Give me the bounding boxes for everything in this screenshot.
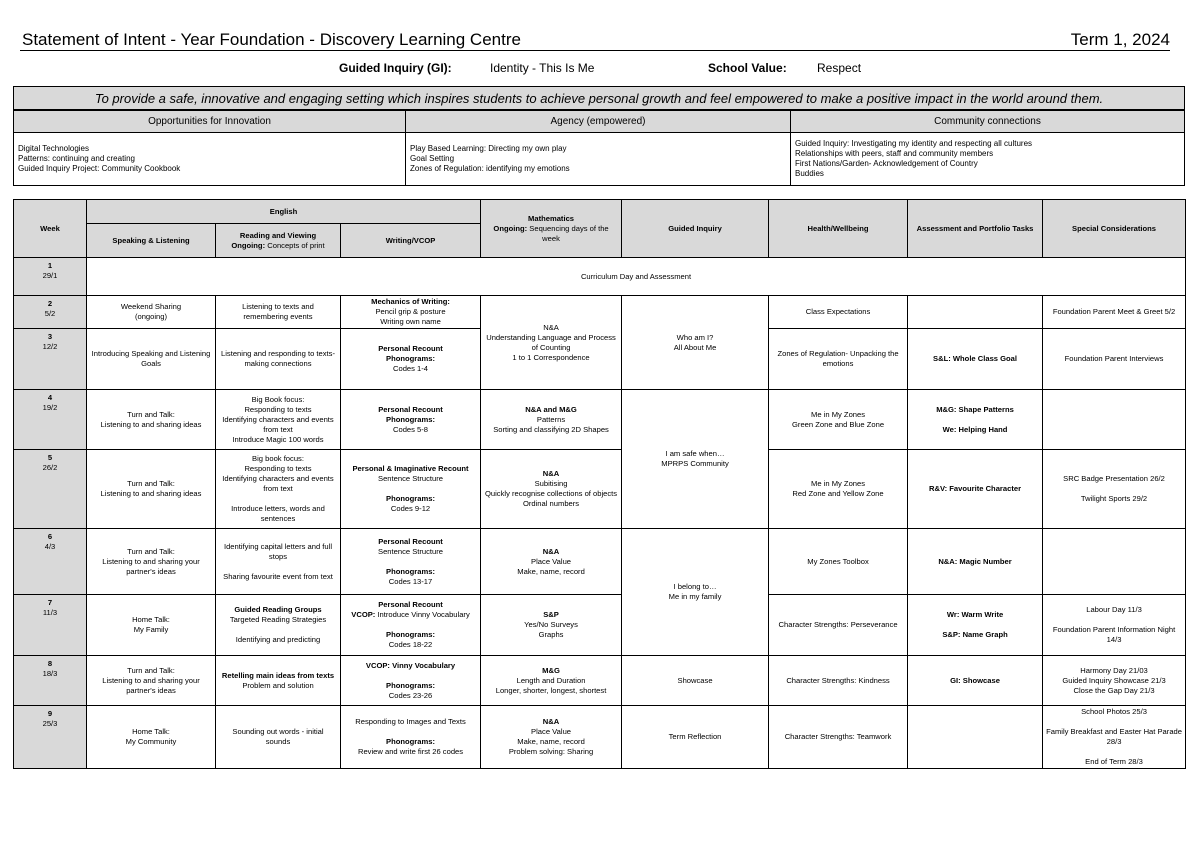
week-number: 4 <box>47 393 53 402</box>
pillar-line: Digital Technologies <box>18 144 90 153</box>
cell-line: Harmony Day 21/03 <box>1080 665 1148 675</box>
pillar-line: Patterns: continuing and creating <box>18 154 135 163</box>
school-value: Respect <box>817 61 862 75</box>
cell-line: N&A <box>543 322 559 332</box>
cell-line: Codes 13-17 <box>388 576 433 586</box>
cell-line: Identifying characters and events <box>222 474 334 483</box>
table-row <box>14 706 1186 769</box>
table-row <box>14 595 1186 656</box>
cell-line <box>219 494 337 504</box>
cell-health <box>769 706 908 769</box>
week-date: 5/2 <box>44 309 56 318</box>
cell-line: Sounding out words - initial <box>232 727 324 736</box>
title-row <box>20 30 1170 51</box>
cell-line: Sentence Structure <box>378 546 444 556</box>
cell-line: Phonograms: <box>386 566 435 576</box>
cell-line: Problem solving: Sharing <box>508 747 594 756</box>
cell-health <box>769 390 908 450</box>
cell-line: Length and Duration <box>516 675 586 685</box>
cell-line: N&A <box>542 469 560 478</box>
cell-speaking <box>87 706 216 769</box>
week-number: 8 <box>47 659 53 668</box>
week-number: 9 <box>47 709 53 718</box>
week-cell <box>14 706 87 769</box>
cell-line: Codes 9-12 <box>390 504 431 513</box>
cell-health <box>769 656 908 706</box>
cell-line: remembering events <box>243 312 313 321</box>
week-cell <box>14 296 87 329</box>
cell-line: End of Term 28/3 <box>1085 757 1143 766</box>
cell-line: Graphs <box>538 630 564 639</box>
ongoing-text: Sequencing days of the week <box>529 223 609 243</box>
cell-assessment <box>908 390 1043 450</box>
cell-line: M&G: Shape Patterns <box>936 404 1014 414</box>
cell-health <box>769 329 908 390</box>
table-row <box>14 656 1186 706</box>
cell-line: Identifying and predicting <box>235 635 321 644</box>
pillar-line: First Nations/Garden- Acknowledgement of Country <box>795 159 978 168</box>
cell-line: Home Talk: <box>132 615 170 624</box>
cell-line: Green Zone and Blue Zone <box>792 419 885 429</box>
cell-line: Quickly recognise collections of objects <box>484 489 618 498</box>
cell-line: Foundation Parent Information Night <box>1052 625 1176 634</box>
cell-speaking <box>87 595 216 656</box>
cell-line: Problem and solution <box>242 680 314 690</box>
cell-line: Phonograms: <box>386 630 435 639</box>
cell-reading <box>216 329 341 390</box>
cell-line <box>1046 484 1182 494</box>
cell-line: Personal & Imaginative Recount <box>352 464 469 473</box>
cell-writing <box>341 390 481 450</box>
cell-line: Phonograms: <box>386 494 435 503</box>
curriculum-day-cell: Curriculum Day and Assessment <box>87 258 1186 296</box>
maths-heading: Mathematics <box>528 213 575 223</box>
cell-line <box>219 625 337 635</box>
cell-line: Introduce Magic 100 words <box>232 434 324 444</box>
week-date: 25/3 <box>42 719 58 728</box>
week-cell <box>14 595 87 656</box>
cell-line: Foundation Parent Meet & Greet 5/2 <box>1052 307 1176 316</box>
cell-line: from text <box>263 424 293 434</box>
planning-table <box>13 199 1186 769</box>
cell-line: MPRPS Community <box>661 459 729 468</box>
cell-special <box>1043 390 1186 450</box>
cell-line: Character Strengths: Kindness <box>786 675 890 685</box>
pillar-heading-innovation: Opportunities for Innovation <box>14 111 406 133</box>
cell-maths <box>481 450 622 529</box>
cell-line: Turn and Talk: <box>127 546 175 556</box>
table-row <box>14 450 1186 529</box>
cell-line: Listening to and sharing your <box>102 556 200 566</box>
week-number: 5 <box>47 453 53 462</box>
cell-line: Listening and responding to texts- <box>221 349 335 358</box>
school-value-label: School Value: <box>708 61 787 75</box>
col-speaking: Speaking & Listening <box>87 224 216 258</box>
col-writing: Writing/VCOP <box>341 224 481 258</box>
cell-line <box>1046 615 1182 625</box>
pillar-body-community <box>791 133 1185 186</box>
cell-line: VCOP: Introduce Vinny Vocabulary <box>351 610 470 619</box>
pillars-table <box>13 110 1185 186</box>
table-row <box>14 296 1186 329</box>
cell-line: Place Value <box>531 556 572 566</box>
cell-line: Phonograms: <box>386 737 435 746</box>
cell-line <box>911 307 1039 317</box>
cell-line: Phonograms: <box>386 354 435 363</box>
table-row <box>14 390 1186 450</box>
cell-line: Phonograms: <box>386 414 435 424</box>
week-date: 12/2 <box>42 342 58 351</box>
cell-line: Responding to texts <box>244 404 312 414</box>
ongoing-label: Ongoing: <box>493 223 528 233</box>
cell-line: from text <box>263 484 293 493</box>
week-number: 6 <box>47 532 53 541</box>
ongoing-text: Concepts of print <box>267 240 325 250</box>
cell-writing <box>341 595 481 656</box>
week-date: 11/3 <box>42 608 58 617</box>
cell-writing <box>341 656 481 706</box>
cell-line: Make, name, record <box>517 737 585 746</box>
cell-line: Patterns <box>536 414 566 424</box>
cell-line: 28/3 <box>1106 737 1122 746</box>
cell-gi <box>622 529 769 656</box>
cell-health <box>769 296 908 329</box>
gi-label: Guided Inquiry (GI): <box>339 61 452 75</box>
term-label: Term 1, 2024 <box>1070 30 1170 49</box>
cell-line: Personal Recount <box>378 344 443 353</box>
cell-assessment <box>908 296 1043 329</box>
cell-line: My Community <box>125 737 177 746</box>
cell-line: Personal Recount <box>378 536 443 546</box>
cell-health <box>769 529 908 595</box>
cell-line: Zones of Regulation- Unpacking the <box>777 349 899 358</box>
col-week: Week <box>14 200 87 258</box>
cell-line: Guided Inquiry Showcase 21/3 <box>1062 675 1166 685</box>
col-health: Health/Wellbeing <box>769 200 908 258</box>
cell-line: Sentence Structure <box>378 474 444 483</box>
cell-reading <box>216 296 341 329</box>
page-title: Statement of Intent - Year Foundation - Discovery Learning Centre <box>22 30 521 49</box>
cell-line: Place Value <box>531 727 572 736</box>
cell-maths <box>481 390 622 450</box>
cell-line: Understanding Language and Process <box>486 332 616 342</box>
cell-assessment <box>908 329 1043 390</box>
cell-line <box>344 727 477 737</box>
week-date: 19/2 <box>42 403 58 412</box>
cell-line: Make, name, record <box>517 566 585 576</box>
table-row <box>14 529 1186 595</box>
cell-assessment <box>908 706 1043 769</box>
gi-value: Identity - This Is Me <box>490 61 595 75</box>
cell-line <box>344 484 477 494</box>
cell-writing <box>341 450 481 529</box>
cell-line: Identifying capital letters and full <box>223 541 333 551</box>
cell-line: Goals <box>141 359 161 368</box>
cell-line: N&A and M&G <box>525 404 577 414</box>
cell-assessment <box>908 529 1043 595</box>
cell-line: Listening to and sharing your <box>102 675 200 685</box>
cell-line: S&P <box>543 610 559 619</box>
pillar-line: Goal Setting <box>410 154 455 163</box>
cell-reading <box>216 450 341 529</box>
cell-line: 14/3 <box>1106 635 1122 644</box>
cell-line: I belong to… <box>673 582 717 591</box>
cell-line: N&A <box>542 546 560 556</box>
cell-writing <box>341 329 481 390</box>
cell-line: 1 to 1 Correspondence <box>512 352 590 362</box>
week-number: 1 <box>47 261 53 270</box>
cell-line: Responding to texts <box>244 464 312 473</box>
cell-line: partner's ideas <box>126 685 176 695</box>
week-date: 4/3 <box>44 542 56 551</box>
cell-line: Big book focus: <box>252 454 304 463</box>
week-cell <box>14 450 87 529</box>
cell-writing <box>341 706 481 769</box>
cell-line <box>1046 557 1182 567</box>
cell-line: (ongoing) <box>134 312 168 321</box>
reading-heading: Reading and Viewing <box>239 230 317 240</box>
cell-line: I am safe when… <box>665 449 725 458</box>
cell-line <box>344 671 477 681</box>
cell-line <box>911 620 1039 630</box>
cell-line: N&A: Magic Number <box>938 556 1012 566</box>
week-number: 3 <box>47 332 53 341</box>
cell-line <box>344 620 477 630</box>
cell-maths <box>481 296 622 390</box>
table-row <box>14 258 1186 296</box>
cell-gi <box>622 296 769 390</box>
cell-assessment <box>908 595 1043 656</box>
week-date: 18/3 <box>42 669 58 678</box>
cell-maths <box>481 595 622 656</box>
cell-line: Close the Gap Day 21/3 <box>1073 685 1155 695</box>
cell-line: My Zones Toolbox <box>807 556 869 566</box>
cell-line: Introduce letters, words and <box>231 504 325 513</box>
cell-special <box>1043 529 1186 595</box>
cell-line: Targeted Reading Strategies <box>229 615 327 624</box>
cell-special <box>1043 656 1186 706</box>
cell-line: Personal Recount <box>378 404 443 414</box>
cell-line: partner's ideas <box>126 566 176 576</box>
cell-line: Foundation Parent Interviews <box>1064 354 1164 363</box>
cell-speaking <box>87 450 216 529</box>
week-number: 2 <box>47 299 53 308</box>
cell-line: All About Me <box>673 342 717 352</box>
cell-reading <box>216 656 341 706</box>
cell-line: Turn and Talk: <box>127 665 175 675</box>
cell-line: sounds <box>265 737 291 746</box>
cell-line: sentences <box>260 514 296 523</box>
cell-line: GI: Showcase <box>950 675 1000 685</box>
cell-line: Listening to and sharing ideas <box>100 419 202 429</box>
col-assessment: Assessment and Portfolio Tasks <box>908 200 1043 258</box>
cell-line: Me in My Zones <box>811 409 866 419</box>
cell-speaking <box>87 329 216 390</box>
cell-line: Codes 1-4 <box>392 364 429 373</box>
cell-gi <box>622 656 769 706</box>
week-number: 7 <box>47 598 53 607</box>
cell-health <box>769 595 908 656</box>
cell-line: Showcase <box>677 675 713 685</box>
cell-maths <box>481 706 622 769</box>
cell-line: Responding to Images and Texts <box>355 717 466 726</box>
week-cell <box>14 258 87 296</box>
col-maths <box>481 200 622 258</box>
cell-line: Wr: Warm Write <box>946 610 1004 619</box>
cell-line: My Family <box>133 625 169 634</box>
cell-line: VCOP: Vinny Vocabulary <box>365 660 456 670</box>
cell-line: Who am I? <box>676 332 714 342</box>
cell-line: Big Book focus: <box>251 394 305 404</box>
col-guided-inquiry: Guided Inquiry <box>622 200 769 258</box>
cell-speaking <box>87 656 216 706</box>
col-special: Special Considerations <box>1043 200 1186 258</box>
cell-line: Family Breakfast and Easter Hat Parade <box>1046 727 1182 736</box>
cell-gi <box>622 390 769 529</box>
cell-gi <box>622 706 769 769</box>
cell-line: Sorting and classifying 2D Shapes <box>493 424 609 434</box>
cell-line: Codes 5-8 <box>392 424 429 434</box>
cell-line <box>344 557 477 567</box>
cell-line: We: Helping Hand <box>942 424 1008 434</box>
cell-line: S&L: Whole Class Goal <box>933 354 1018 363</box>
cell-reading <box>216 706 341 769</box>
week-cell <box>14 656 87 706</box>
cell-line: Turn and Talk: <box>127 479 175 488</box>
cell-line: Listening to and sharing ideas <box>100 489 202 498</box>
cell-line: making connections <box>244 359 312 368</box>
cell-line: Personal Recount <box>378 600 443 609</box>
cell-special <box>1043 450 1186 529</box>
pillar-body-agency <box>406 133 791 186</box>
cell-line: Turn and Talk: <box>127 409 175 419</box>
cell-line: S&P: Name Graph <box>942 630 1008 639</box>
pillar-line: Zones of Regulation: identifying my emotions <box>410 164 570 173</box>
cell-special <box>1043 329 1186 390</box>
cell-line: SRC Badge Presentation 26/2 <box>1063 474 1165 483</box>
cell-line <box>911 415 1039 425</box>
cell-writing <box>341 296 481 329</box>
cell-line: Yes/No Surveys <box>524 620 578 629</box>
cell-line <box>219 562 337 572</box>
cell-line: School Photos 25/3 <box>1081 707 1147 716</box>
cell-line: Character Strengths: Teamwork <box>784 732 892 741</box>
cell-maths <box>481 529 622 595</box>
maths-ongoing <box>484 224 618 244</box>
cell-line: Labour Day 11/3 <box>1086 605 1142 614</box>
col-reading <box>216 224 341 258</box>
cell-assessment <box>908 656 1043 706</box>
week-cell <box>14 390 87 450</box>
cell-line: emotions <box>822 359 854 368</box>
pillar-line: Buddies <box>795 169 824 178</box>
cell-line <box>911 732 1039 742</box>
col-english: English <box>87 200 481 224</box>
pillar-body-innovation <box>14 133 406 186</box>
week-cell <box>14 329 87 390</box>
cell-line: Character Strengths: Perseverance <box>778 620 898 629</box>
cell-line: Phonograms: <box>386 680 435 690</box>
vision-statement: To provide a safe, innovative and engaging setting which inspires students to achieve personal growth and feel empowered to make a positive impact in the world around them. <box>13 86 1185 110</box>
cell-line: Class Expectations <box>805 307 871 316</box>
week-date: 29/1 <box>42 271 58 280</box>
cell-line <box>1046 747 1182 757</box>
cell-line: Weekend Sharing <box>120 302 182 311</box>
cell-line: Sharing favourite event from text <box>223 571 333 581</box>
cell-line: Twilight Sports 29/2 <box>1080 494 1148 503</box>
cell-line: Mechanics of Writing: <box>371 297 450 306</box>
cell-reading <box>216 390 341 450</box>
cell-special <box>1043 706 1186 769</box>
cell-speaking <box>87 296 216 329</box>
cell-line: Pencil grip & posture <box>375 307 446 316</box>
cell-assessment <box>908 450 1043 529</box>
cell-line <box>1046 415 1182 425</box>
cell-line: N&A <box>542 717 560 726</box>
cell-line: Me in my family <box>668 592 722 601</box>
cell-line: Red Zone and Yellow Zone <box>792 489 884 498</box>
cell-reading <box>216 529 341 595</box>
cell-line: Writing own name <box>380 317 441 326</box>
pillar-heading-community: Community connections <box>791 111 1185 133</box>
cell-health <box>769 450 908 529</box>
cell-line: R&V: Favourite Character <box>929 484 1022 493</box>
cell-line: M&G <box>542 665 560 675</box>
cell-line: Home Talk: <box>132 727 170 736</box>
week-cell <box>14 529 87 595</box>
cell-line: Listening to texts and <box>242 302 314 311</box>
cell-writing <box>341 529 481 595</box>
pillar-line: Guided Inquiry Project: Community Cookbook <box>18 164 181 173</box>
cell-line: Retelling main ideas from texts <box>221 670 335 680</box>
ongoing-label: Ongoing: <box>231 240 266 250</box>
cell-line: Codes 18-22 <box>388 640 433 649</box>
cell-line <box>1046 717 1182 727</box>
cell-line: Me in My Zones <box>811 479 866 488</box>
cell-line: Ordinal numbers <box>522 499 580 508</box>
cell-line: Review and write first 26 codes <box>357 747 464 756</box>
cell-line: Codes 23-26 <box>388 690 433 700</box>
week-date: 26/2 <box>42 463 58 472</box>
pillar-line: Guided Inquiry: Investigating my identity and respecting all cultures <box>795 139 1033 148</box>
cell-line: Longer, shorter, longest, shortest <box>495 685 607 695</box>
cell-line: Identifying characters and events <box>222 414 334 424</box>
cell-maths <box>481 656 622 706</box>
pillar-line: Relationships with peers, staff and community members <box>795 149 994 158</box>
cell-line: Guided Reading Groups <box>234 605 322 614</box>
cell-speaking <box>87 529 216 595</box>
cell-speaking <box>87 390 216 450</box>
cell-line: of Counting <box>531 342 571 352</box>
cell-special <box>1043 595 1186 656</box>
cell-line: stops <box>268 551 288 561</box>
reading-ongoing <box>219 241 337 251</box>
cell-line: Introducing Speaking and Listening <box>91 349 211 358</box>
cell-line: Term Reflection <box>668 732 722 741</box>
cell-special <box>1043 296 1186 329</box>
cell-reading <box>216 595 341 656</box>
cell-line: Subitising <box>534 479 568 488</box>
pillar-line: Play Based Learning: Directing my own play <box>410 144 567 153</box>
pillar-heading-agency: Agency (empowered) <box>406 111 791 133</box>
